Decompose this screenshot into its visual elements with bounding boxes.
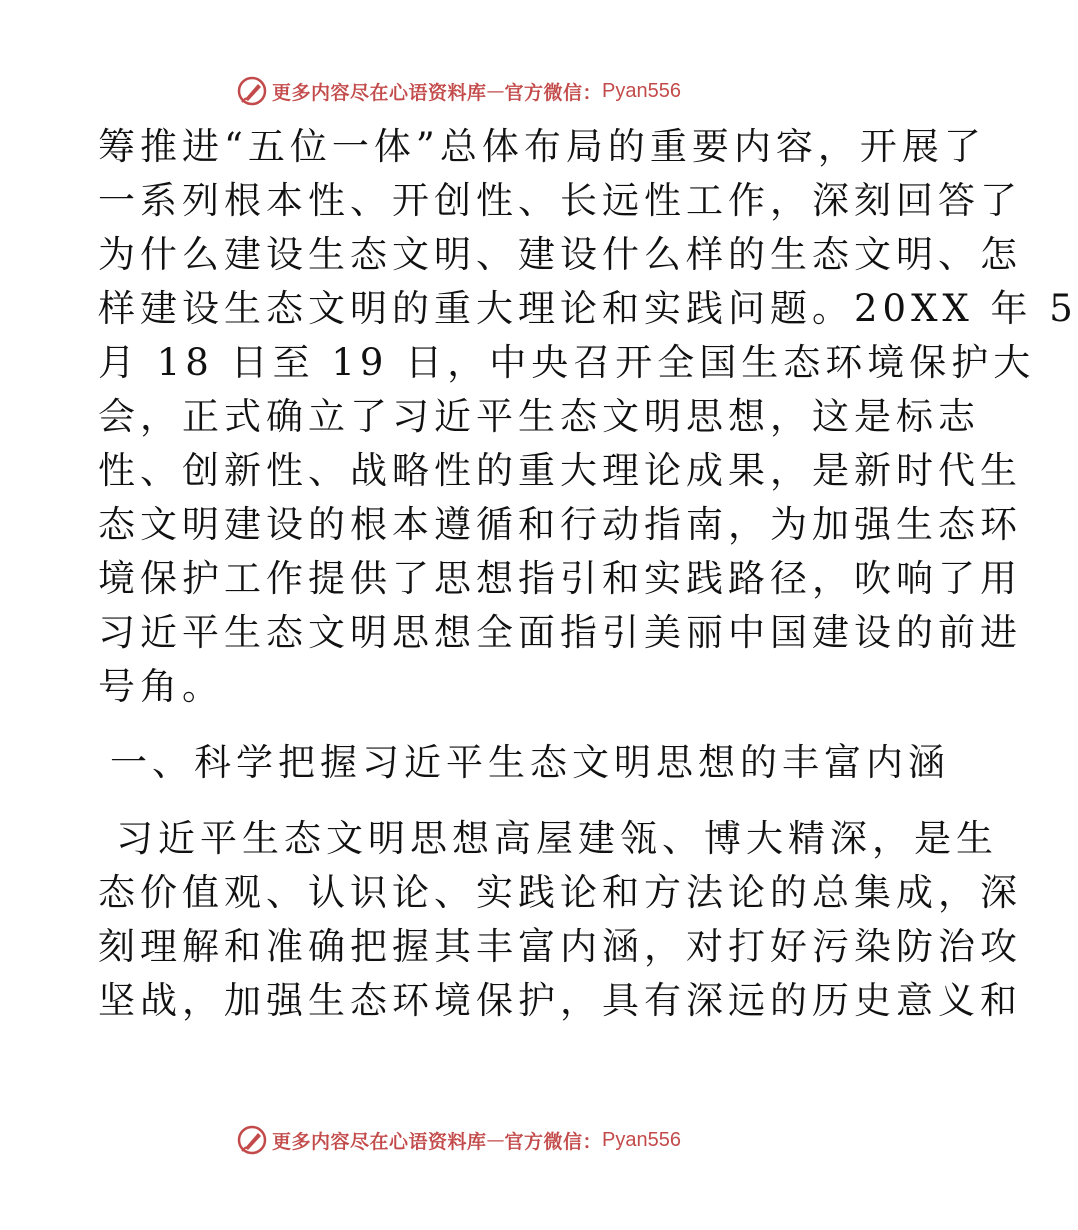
text-line: 月 18 日至 19 日，中央召开全国生态环境保护大 bbox=[98, 341, 1036, 384]
footer-watermark bbox=[236, 1122, 681, 1158]
text-line: 筹推进“五位一体”总体布局的重要内容，开展了 bbox=[98, 125, 986, 168]
text-line: 性、创新性、战略性的重大理论成果，是新时代生 bbox=[98, 449, 1022, 492]
watermark-site-text: 更多内容尽在心语资料库 bbox=[272, 81, 487, 104]
watermark-official-label: 官方微信： bbox=[504, 1130, 603, 1153]
text-line: 习近平生态文明思想高屋建瓴、博大精深，是生 bbox=[116, 817, 998, 860]
watermark-account: Pyan556 bbox=[602, 79, 681, 102]
paragraph-continued bbox=[98, 120, 1078, 714]
watermark-account: Pyan556 bbox=[602, 1128, 681, 1151]
text-line: 坚战，加强生态环境保护，具有深远的历史意义和 bbox=[98, 979, 1022, 1022]
text-line: 态文明建设的根本遵循和行动指南，为加强生态环 bbox=[98, 503, 1022, 546]
header-watermark bbox=[236, 73, 681, 109]
text-line: 态价值观、认识论、实践论和方法论的总集成，深 bbox=[98, 871, 1022, 914]
paragraph-section-one bbox=[98, 812, 1022, 1028]
watermark-official-label: 官方微信： bbox=[504, 81, 603, 104]
document-body bbox=[98, 120, 1078, 1028]
watermark-separator: — bbox=[486, 80, 505, 102]
text-line: 习近平生态文明思想全面指引美丽中国建设的前进 bbox=[98, 611, 1022, 654]
text-line: 样建设生态文明的重大理论和实践问题。20XX 年 5 bbox=[98, 287, 1078, 330]
text-line: 一系列根本性、开创性、长远性工作，深刻回答了 bbox=[98, 179, 1022, 222]
watermark-separator: — bbox=[486, 1129, 505, 1151]
section-heading: 一、科学把握习近平生态文明思想的丰富内涵 bbox=[110, 741, 950, 784]
text-line: 为什么建设生态文明、建设什么样的生态文明、怎 bbox=[98, 233, 1022, 276]
watermark-site-text: 更多内容尽在心语资料库 bbox=[272, 1130, 487, 1153]
text-line: 境保护工作提供了思想指引和实践路径，吹响了用 bbox=[98, 557, 1022, 600]
quill-logo-icon bbox=[236, 75, 268, 107]
quill-logo-icon bbox=[236, 1124, 268, 1156]
text-line: 号角。 bbox=[98, 665, 224, 708]
text-line: 会，正式确立了习近平生态文明思想，这是标志 bbox=[98, 395, 980, 438]
text-line: 刻理解和准确把握其丰富内涵，对打好污染防治攻 bbox=[98, 925, 1022, 968]
